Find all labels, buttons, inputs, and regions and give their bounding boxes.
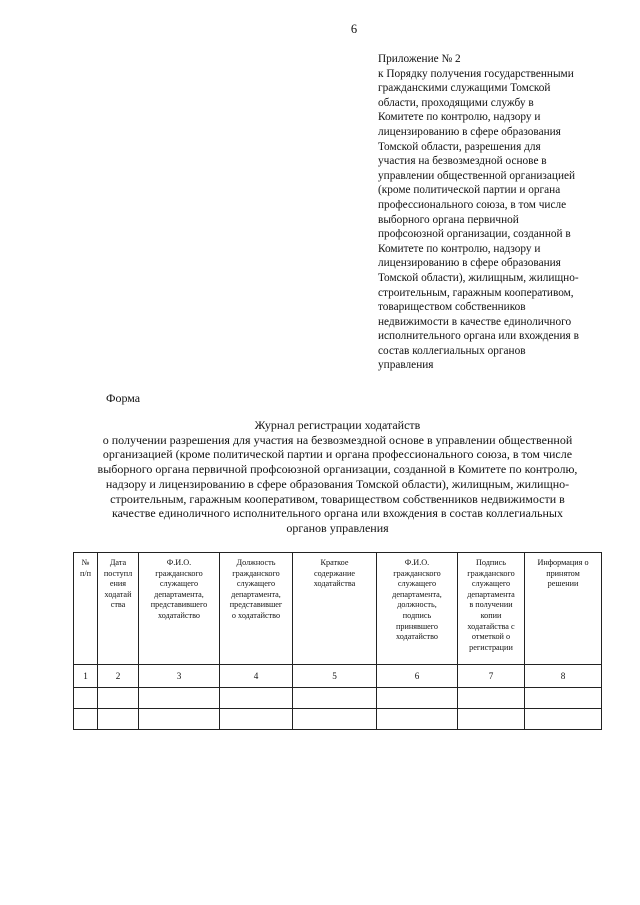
page-number: 6	[350, 22, 358, 36]
table-header-row	[74, 553, 602, 665]
table-header-text: служащего	[159, 579, 199, 589]
table-header-text: ства	[110, 600, 126, 610]
table-header-text: принявшего	[395, 621, 439, 631]
appendix-line: лицензированию в сфере образования	[378, 257, 561, 270]
table-header-text: гражданского	[467, 568, 515, 578]
table-header-text: отметкой о	[471, 632, 511, 642]
table-cell	[377, 688, 458, 709]
table-column-numbers-row	[74, 665, 602, 688]
table-header-text: ходатайство	[395, 632, 439, 642]
table-header-text: служащего	[236, 579, 276, 589]
table-column-number: 5	[293, 665, 377, 688]
appendix-line: состав коллегиальных органов	[378, 344, 526, 357]
table-header-text: Ф.И.О.	[404, 558, 430, 567]
appendix-line: гражданскими служащими Томской	[378, 82, 551, 95]
table-header-text: служащего	[471, 579, 511, 589]
appendix-line: управлении общественной организацией	[378, 169, 576, 182]
registration-journal-table	[73, 552, 602, 730]
journal-title-line: строительным, гаражным кооперативом, товариществом собственников недвижимости в	[110, 491, 565, 506]
table-header-text: служащего	[397, 579, 437, 589]
table-column-number: 1	[74, 665, 98, 688]
appendix-line: исполнительного органа или вхождения в	[378, 330, 579, 343]
appendix-line: лицензированию в сфере образования	[378, 125, 561, 138]
table-header-cell	[139, 553, 220, 665]
appendix-line: Комитете по контролю, надзору и	[378, 111, 541, 124]
table-header-text: содержание	[313, 568, 356, 578]
table-header-text: гражданского	[232, 568, 280, 578]
journal-title-line: Журнал регистрации ходатайств	[254, 418, 421, 432]
table-header-text: ходатайство	[157, 610, 201, 620]
table-cell	[220, 709, 293, 730]
table-header-cell	[458, 553, 525, 665]
appendix-line: к Порядку получения государственными	[378, 67, 574, 80]
journal-title-line: о получении разрешения для участия на безвозмездной основе в управлении общественной	[102, 432, 573, 447]
table-header-text: п/п	[79, 568, 92, 578]
journal-title	[60, 418, 615, 536]
table-cell	[139, 709, 220, 730]
table-row	[74, 709, 602, 730]
table-header-text: ходатайства с	[467, 621, 515, 631]
appendix-line: (кроме политической партии и органа	[378, 184, 561, 197]
table-header-cell	[220, 553, 293, 665]
table-column-number: 8	[525, 665, 602, 688]
appendix-line: профессионального союза, в том числе	[378, 198, 567, 211]
table-column-number: 6	[377, 665, 458, 688]
table-header-text: регистрации	[469, 642, 513, 652]
table-cell	[98, 688, 139, 709]
table-header-text: должность,	[397, 600, 437, 610]
appendix-line: профсоюзной организации, созданной в	[378, 228, 571, 241]
table-header-text: решении	[547, 579, 579, 589]
table-cell	[74, 709, 98, 730]
table-cell	[293, 688, 377, 709]
table-header-cell	[74, 553, 98, 665]
table-header-text: департамента	[467, 589, 515, 599]
table-header-text: гражданского	[393, 568, 441, 578]
appendix-line: товариществом собственников	[378, 301, 526, 314]
table-header-text: Дата	[109, 558, 127, 567]
appendix-line: выборного органа первичной	[378, 213, 519, 226]
journal-title-line: органов управления	[286, 520, 389, 535]
table-column-number: 2	[98, 665, 139, 688]
table-row	[74, 688, 602, 709]
table-header-text: департамента,	[392, 589, 442, 599]
table-cell	[458, 709, 525, 730]
table-header-cell	[377, 553, 458, 665]
appendix-block	[378, 52, 628, 373]
table-header-text: ходатайства	[313, 579, 356, 589]
table-header-cell	[293, 553, 377, 665]
table-header-text: принятом	[546, 568, 580, 578]
table-header-text: о ходатайство	[231, 610, 281, 620]
appendix-line: управления	[378, 359, 434, 372]
table-header-text: копии	[480, 610, 502, 620]
appendix-line: строительным, гаражным кооперативом,	[378, 286, 574, 299]
table-header-text: Ф.И.О.	[166, 558, 192, 567]
appendix-line: Томской области, разрешения для	[378, 140, 541, 153]
table-header-cell	[98, 553, 139, 665]
appendix-line: Комитете по контролю, надзору и	[378, 242, 541, 255]
table-header-text: представившего	[150, 600, 208, 610]
table-cell	[293, 709, 377, 730]
table-header-text: Подпись	[475, 558, 507, 567]
appendix-line: недвижимости в качестве единоличного	[378, 315, 572, 328]
table-header-text: подпись	[402, 610, 432, 620]
appendix-line: участия на безвозмездной основе в	[378, 155, 547, 168]
table-cell	[98, 709, 139, 730]
table-cell	[74, 688, 98, 709]
table-header-text: Должность	[236, 558, 276, 567]
table-header-text: Информация о	[537, 558, 589, 567]
journal-title-line: качестве единоличного исполнительного органа или вхождения в состав коллегиальных	[112, 506, 563, 521]
form-label: Форма	[106, 391, 141, 405]
table-cell	[525, 709, 602, 730]
table-header-text: в получении	[469, 600, 513, 610]
table-cell	[458, 688, 525, 709]
table-header-text: ходатай	[104, 589, 132, 599]
appendix-line: области, проходящими службу в	[378, 96, 534, 109]
table-header-text: поступл	[103, 568, 133, 578]
appendix-line: Приложение № 2	[378, 53, 461, 65]
table-header-text: представившег	[229, 600, 283, 610]
table-header-text: №	[81, 558, 90, 567]
table-header-text: гражданского	[155, 568, 203, 578]
table-column-number: 4	[220, 665, 293, 688]
table-cell	[220, 688, 293, 709]
table-cell	[525, 688, 602, 709]
journal-title-line: надзору и лицензированию в сфере образования Томской области), жилищным, жилищно-	[105, 476, 570, 491]
table-column-number: 3	[139, 665, 220, 688]
table-column-number: 7	[458, 665, 525, 688]
table-header-cell	[525, 553, 602, 665]
table-cell	[377, 709, 458, 730]
journal-title-line: организацией (кроме политической партии и органа профессионального союза, в том числе	[102, 447, 573, 462]
table-header-text: департамента,	[231, 589, 281, 599]
journal-title-line: выборного органа первичной профсоюзной организации, созданной в Комитете по контролю,	[97, 462, 578, 477]
table-cell	[139, 688, 220, 709]
table-header-text: департамента,	[154, 589, 204, 599]
table-header-text: ения	[109, 579, 127, 589]
appendix-line: Томской области), жилищным, жилищно-	[378, 271, 579, 284]
table-header-text: Краткое	[320, 558, 349, 567]
